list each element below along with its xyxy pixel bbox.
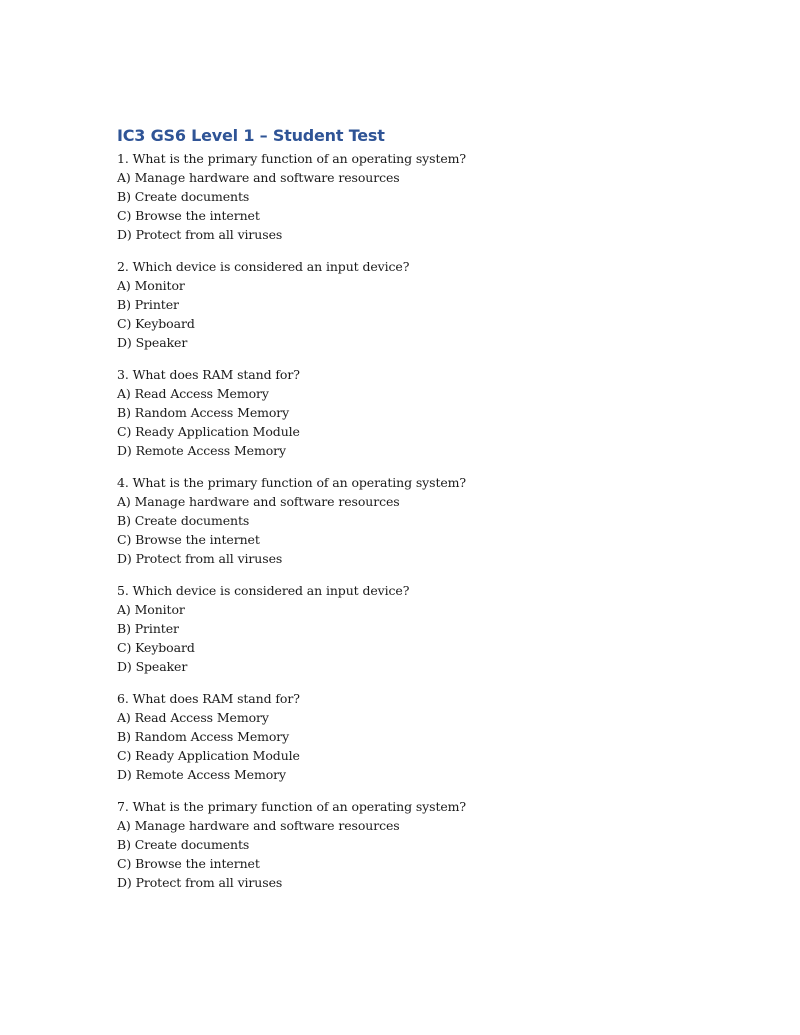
answer-option: C) Browse the internet [117,208,260,223]
answer-option: B) Random Access Memory [117,729,290,744]
answer-option: B) Create documents [117,189,250,204]
question-7 [117,797,717,892]
answer-option: C) Ready Application Module [117,424,300,439]
answer-option: B) Random Access Memory [117,405,290,420]
answer-option: D) Protect from all viruses [117,875,283,890]
question-prompt: 3. What does RAM stand for? [117,367,300,382]
question-prompt: 6. What does RAM stand for? [117,691,300,706]
answer-option: B) Create documents [117,837,250,852]
answer-option: D) Speaker [117,335,188,350]
answer-option: C) Browse the internet [117,532,260,547]
question-1 [117,149,717,244]
answer-option: A) Manage hardware and software resources [117,494,400,509]
answer-option: D) Protect from all viruses [117,551,283,566]
answer-option: C) Keyboard [117,640,195,655]
question-6 [117,689,717,784]
answer-option: B) Printer [117,297,179,312]
answer-option: A) Manage hardware and software resources [117,818,400,833]
answer-option: A) Monitor [117,278,185,293]
question-5 [117,581,717,676]
question-prompt: 2. Which device is considered an input device? [117,259,410,274]
question-prompt: 5. Which device is considered an input device? [117,583,410,598]
answer-option: C) Browse the internet [117,856,260,871]
answer-option: D) Protect from all viruses [117,227,283,242]
document-body [117,124,717,905]
answer-option: B) Printer [117,621,179,636]
document-title: IC3 GS6 Level 1 – Student Test [117,126,385,145]
question-prompt: 4. What is the primary function of an operating system? [117,475,467,490]
question-3 [117,365,717,460]
question-prompt: 1. What is the primary function of an operating system? [117,151,467,166]
question-4 [117,473,717,568]
answer-option: A) Read Access Memory [117,710,269,725]
question-prompt: 7. What is the primary function of an operating system? [117,799,467,814]
answer-option: C) Keyboard [117,316,195,331]
answer-option: D) Speaker [117,659,188,674]
answer-option: A) Monitor [117,602,185,617]
answer-option: B) Create documents [117,513,250,528]
answer-option: D) Remote Access Memory [117,443,286,458]
answer-option: C) Ready Application Module [117,748,300,763]
answer-option: A) Read Access Memory [117,386,269,401]
answer-option: A) Manage hardware and software resources [117,170,400,185]
answer-option: D) Remote Access Memory [117,767,286,782]
question-2 [117,257,717,352]
